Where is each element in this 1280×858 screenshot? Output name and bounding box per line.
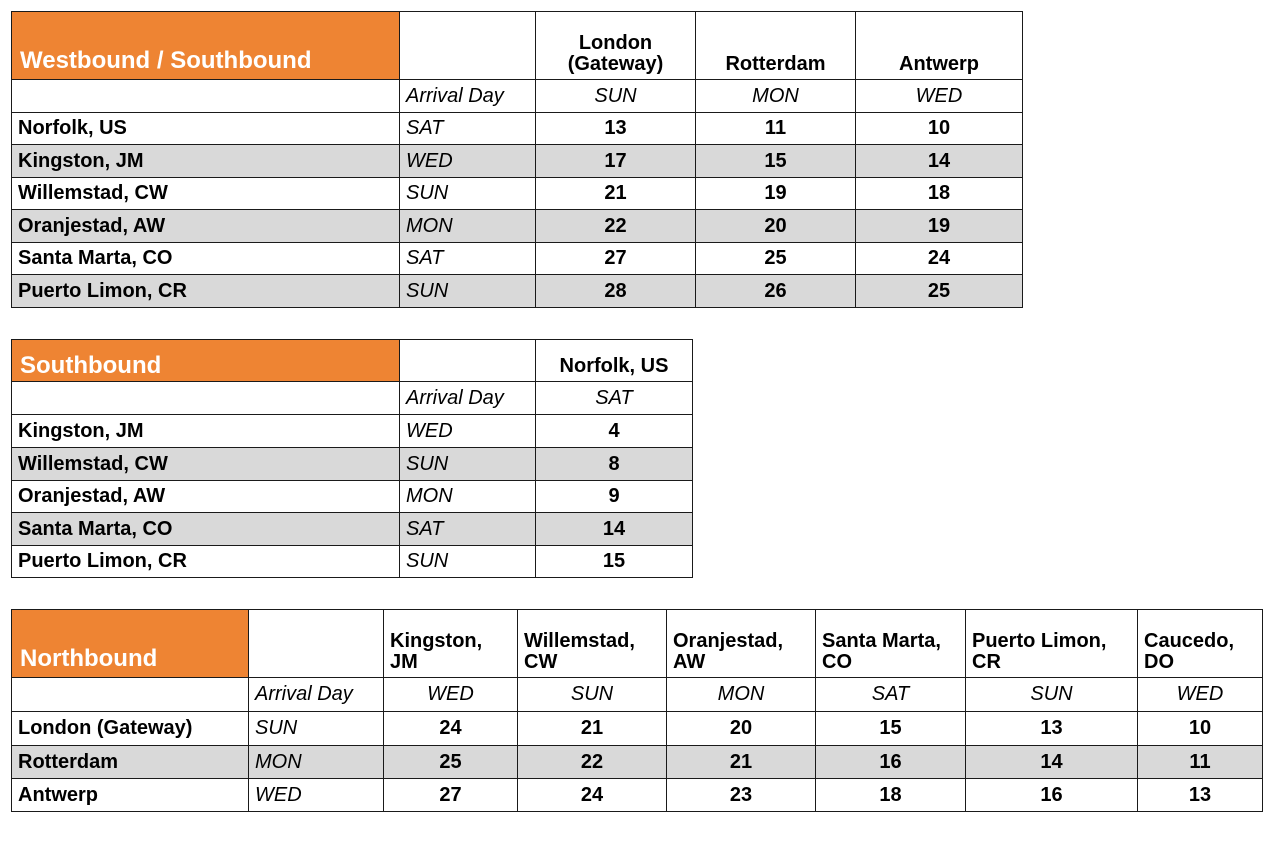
transit-days: 26 [696,275,856,308]
arrival-day: SAT [400,113,536,145]
transit-days: 14 [536,513,693,546]
table-row [12,210,1023,243]
port-name: Santa Marta, CO [12,513,400,546]
column-header: Rotterdam [696,12,856,80]
transit-days: 10 [856,113,1023,145]
transit-days: 13 [1138,779,1263,812]
transit-days: 15 [816,712,966,746]
table-row [12,513,693,546]
destination-day: WED [856,80,1023,113]
transit-days: 24 [384,712,518,746]
column-header: Kingston, JM [384,610,518,678]
destination-day: SAT [536,382,693,415]
transit-days: 19 [696,178,856,210]
transit-days: 21 [518,712,667,746]
column-header: Willemstad, CW [518,610,667,678]
transit-days: 21 [667,746,816,779]
port-name: Puerto Limon, CR [12,546,400,578]
port-name: London (Gateway) [12,712,249,746]
transit-days: 16 [966,779,1138,812]
arrival-day: SUN [400,448,536,481]
southbound-table [11,339,693,578]
column-header: Santa Marta, CO [816,610,966,678]
northbound-table [11,609,1263,812]
transit-days: 13 [966,712,1138,746]
transit-days: 14 [856,145,1023,178]
arrival-day: WED [400,145,536,178]
port-name: Norfolk, US [12,113,400,145]
transit-days: 22 [518,746,667,779]
arrival-day: MON [400,210,536,243]
arrival-day: WED [249,779,384,812]
transit-days: 25 [696,243,856,275]
transit-days: 9 [536,481,693,513]
column-header: Oranjestad, AW [667,610,816,678]
port-name: Oranjestad, AW [12,481,400,513]
table-row [12,275,1023,308]
arrival-day: SUN [400,546,536,578]
transit-days: 8 [536,448,693,481]
port-name: Puerto Limon, CR [12,275,400,308]
transit-days: 22 [536,210,696,243]
transit-days: 14 [966,746,1138,779]
transit-days: 19 [856,210,1023,243]
transit-days: 23 [667,779,816,812]
transit-days: 10 [1138,712,1263,746]
arrival-day-label: Arrival Day [400,382,536,415]
transit-days: 11 [696,113,856,145]
table-row [12,113,1023,145]
destination-day: SUN [518,678,667,712]
transit-days: 15 [536,546,693,578]
transit-days: 25 [384,746,518,779]
arrival-day: SAT [400,243,536,275]
column-header: Caucedo, DO [1138,610,1263,678]
destination-day: MON [696,80,856,113]
port-name: Willemstad, CW [12,448,400,481]
transit-days: 20 [667,712,816,746]
table-row [12,243,1023,275]
destination-day: WED [1138,678,1263,712]
port-name: Oranjestad, AW [12,210,400,243]
arrival-day: WED [400,415,536,448]
table-row [12,779,1263,812]
transit-days: 13 [536,113,696,145]
destination-day: WED [384,678,518,712]
destination-day: SUN [966,678,1138,712]
table-row [12,712,1263,746]
transit-days: 17 [536,145,696,178]
destination-day: SAT [816,678,966,712]
arrival-day: MON [400,481,536,513]
transit-days: 11 [1138,746,1263,779]
westbound-table [11,11,1023,308]
port-name: Kingston, JM [12,145,400,178]
arrival-day: SUN [400,275,536,308]
arrival-day: MON [249,746,384,779]
table-title: Northbound [12,610,249,678]
transit-days: 27 [384,779,518,812]
port-name: Kingston, JM [12,415,400,448]
transit-days: 21 [536,178,696,210]
transit-days: 25 [856,275,1023,308]
transit-days: 15 [696,145,856,178]
table-title: Southbound [12,340,400,382]
port-name: Santa Marta, CO [12,243,400,275]
column-header: Antwerp [856,12,1023,80]
table-row [12,746,1263,779]
arrival-day: SUN [249,712,384,746]
transit-days: 24 [856,243,1023,275]
table-title: Westbound / Southbound [12,12,400,80]
transit-days: 28 [536,275,696,308]
port-name: Antwerp [12,779,249,812]
column-header: London (Gateway) [536,12,696,80]
table-row [12,481,693,513]
destination-day: SUN [536,80,696,113]
transit-days: 27 [536,243,696,275]
transit-days: 18 [816,779,966,812]
table-row [12,415,693,448]
column-header: Norfolk, US [536,340,693,382]
transit-days: 18 [856,178,1023,210]
table-row [12,546,693,578]
transit-days: 20 [696,210,856,243]
transit-days: 4 [536,415,693,448]
column-header: Puerto Limon, CR [966,610,1138,678]
table-row [12,145,1023,178]
table-row [12,178,1023,210]
destination-day: MON [667,678,816,712]
arrival-day: SAT [400,513,536,546]
arrival-day-label: Arrival Day [249,678,384,712]
port-name: Willemstad, CW [12,178,400,210]
transit-days: 16 [816,746,966,779]
arrival-day-label: Arrival Day [400,80,536,113]
port-name: Rotterdam [12,746,249,779]
arrival-day: SUN [400,178,536,210]
transit-days: 24 [518,779,667,812]
table-row [12,448,693,481]
